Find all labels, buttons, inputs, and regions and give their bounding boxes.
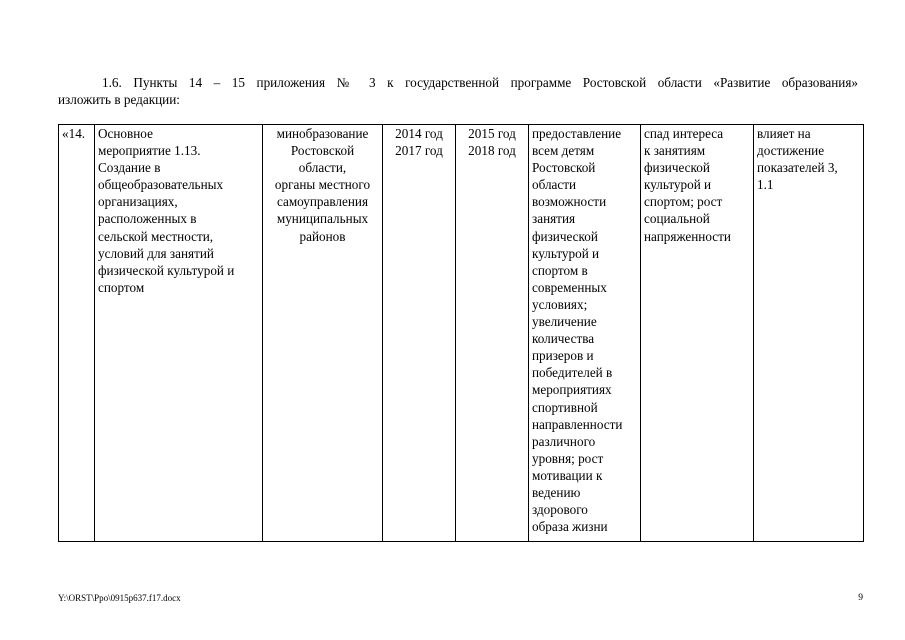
cell-end-year: 2015 год 2018 год <box>456 125 529 542</box>
page-number: 9 <box>858 593 863 603</box>
footer-file-path: Y:\ORST\Ppo\0915p637.f17.docx <box>58 593 181 603</box>
intro-line-1: 1.6. Пункты 14 – 15 приложения № 3 к государственной программе Ростовской области «Развитие образования» <box>102 75 858 90</box>
cell-number: «14. <box>59 125 95 542</box>
cell-expected-result: предоставление всем детям Ростовской области возможности занятия физической культурой и спортом в современных условиях; увеличение количества призеров и победителей в мероприятиях спортивной направленности различного уровня; рост мотивации к ведению здорового образа жизни <box>529 125 641 542</box>
cell-consequences: спад интереса к занятиям физической культурой и спортом; рост социальной напряженности <box>641 125 754 542</box>
cell-start-year: 2014 год 2017 год <box>383 125 456 542</box>
cell-executor: минобразование Ростовской области, органы местного самоуправления муниципальных районов <box>263 125 383 542</box>
program-table <box>58 124 864 542</box>
cell-indicator-link: влияет на достижение показателей 3, 1.1 <box>754 125 864 542</box>
intro-line-2: изложить в редакции: <box>58 92 180 107</box>
table-row <box>59 125 864 542</box>
cell-event: Основное мероприятие 1.13. Создание в общеобразовательных организациях, расположенных в сельской местности, условий для занятий физической культурой и спортом <box>95 125 263 542</box>
intro-paragraph <box>58 74 858 108</box>
